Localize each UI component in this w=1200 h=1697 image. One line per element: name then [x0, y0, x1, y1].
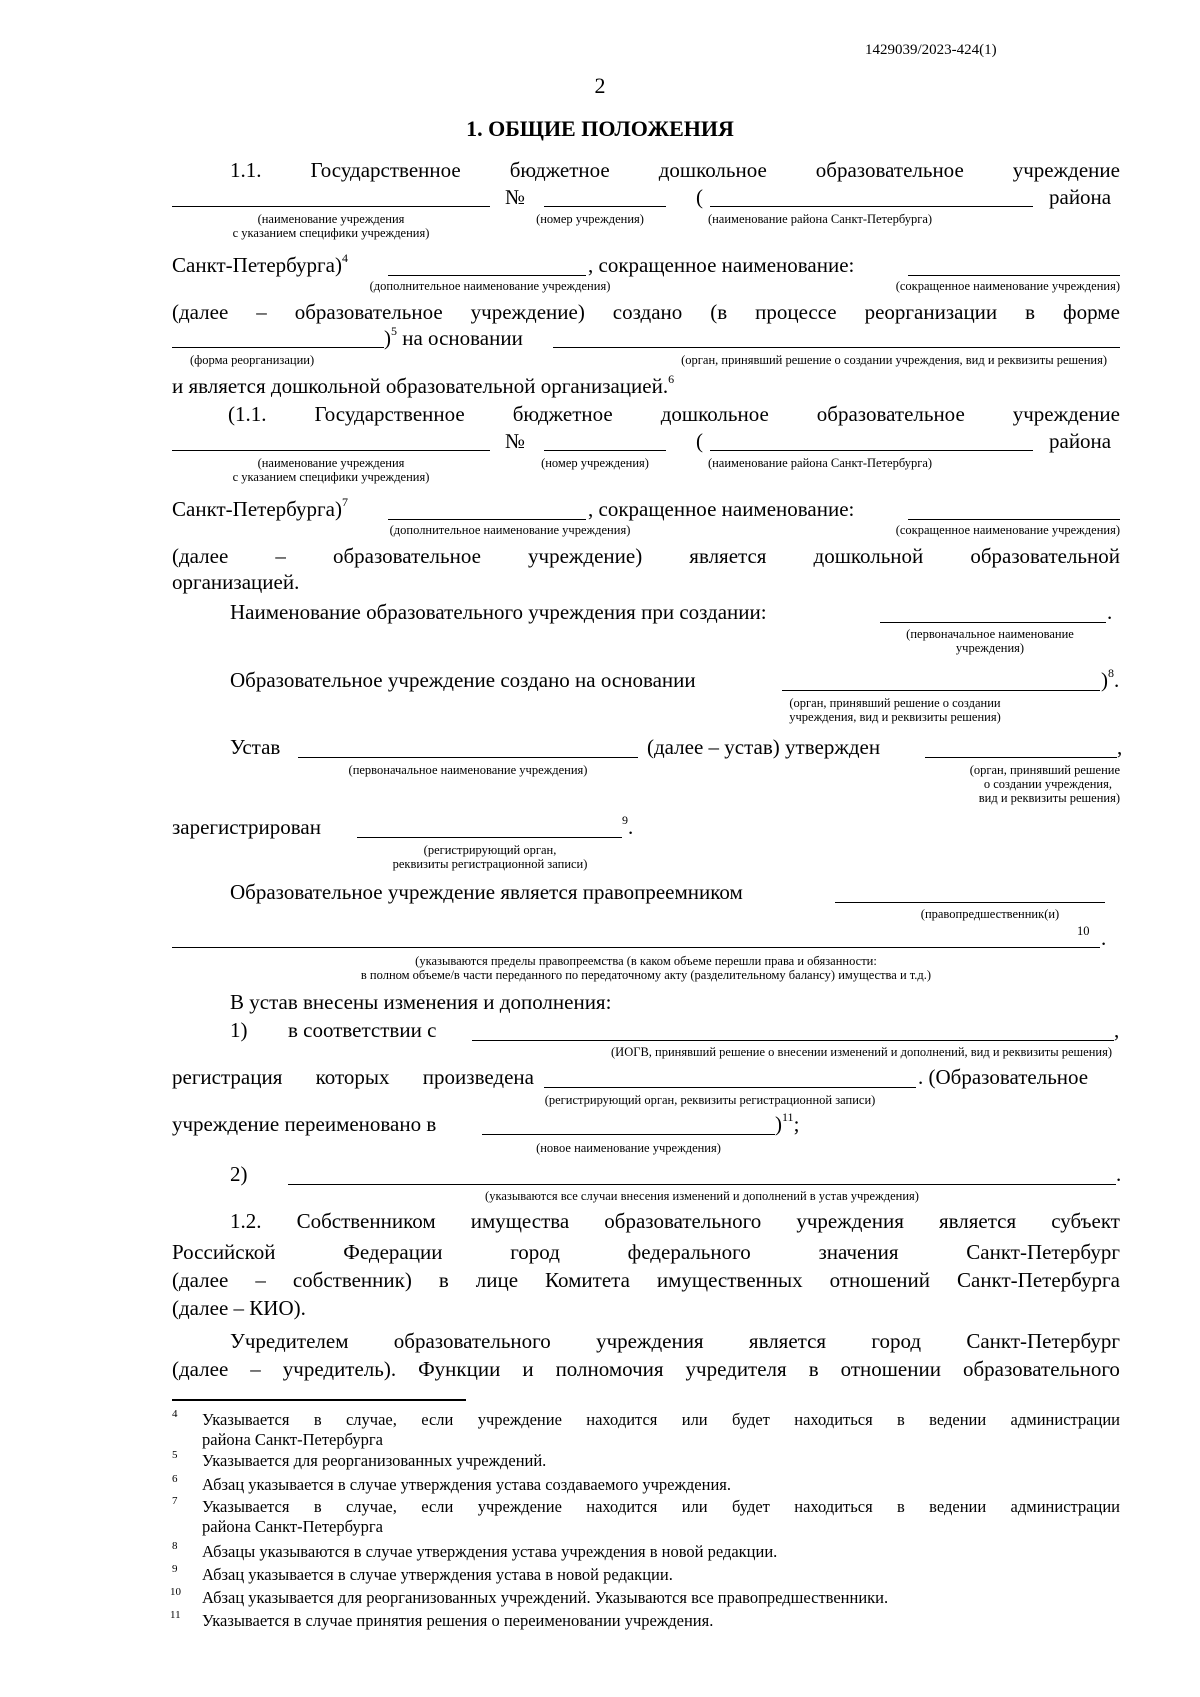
p1alt-line3: (далее – образовательное учреждение) является дошкольной образовательной	[172, 544, 1120, 568]
field-extra-name[interactable]	[388, 275, 586, 276]
field-reorg-form[interactable]	[172, 347, 384, 348]
p1-line1: 1.1. Государственное бюджетное дошкольное образовательное учреждение	[230, 158, 1120, 182]
field-amend-registration[interactable]	[544, 1087, 916, 1088]
field-alt-district-name[interactable]	[710, 450, 1033, 451]
p1alt-line1: (1.1. Государственное бюджетное дошкольное образовательное учреждение	[228, 402, 1120, 426]
field-succession-scope[interactable]	[172, 947, 1100, 948]
field-original-name[interactable]	[880, 622, 1106, 623]
p12-line5: Учредителем образовательного учреждения является город Санкт-Петербург	[230, 1329, 1120, 1353]
p1-spb: Санкт-Петербурга)$^4$	[172, 251, 348, 277]
field-amend-iogv[interactable]	[472, 1040, 1114, 1041]
p12-line3: (далее – собственник) в лице Комитета имущественных отношений Санкт-Петербурга	[172, 1268, 1120, 1292]
page-number: 2	[594, 73, 606, 98]
field-alt-short-name[interactable]	[908, 519, 1120, 520]
reg-line: регистрация которых произведена	[172, 1065, 534, 1089]
section-title: 1. ОБЩИЕ ПОЛОЖЕНИЯ	[466, 116, 734, 141]
field-founding-organ[interactable]	[553, 347, 1120, 348]
p12-line1: 1.2. Собственником имущества образовательного учреждения является субъект	[230, 1209, 1120, 1233]
field-predecessor[interactable]	[835, 902, 1105, 903]
document-number: 1429039/2023-424(1)	[865, 42, 997, 58]
field-charter-name[interactable]	[298, 757, 638, 758]
field-basis[interactable]	[782, 690, 1100, 691]
field-charter-organ[interactable]	[925, 757, 1117, 758]
field-alt-institution-name[interactable]	[172, 450, 490, 451]
field-institution-name[interactable]	[172, 206, 490, 207]
field-district-name[interactable]	[710, 206, 1033, 207]
field-amend-all[interactable]	[288, 1184, 1116, 1185]
field-institution-number[interactable]	[544, 206, 666, 207]
document-page: 1429039/2023-424(1) 2 1. ОБЩИЕ ПОЛОЖЕНИЯ 1.1. Государственное бюджетное дошкольное образовательное учреждение № ( района (наименование учреждения с указанием специфики учреждения) (номер учреждения) (наименование района Санкт-Петербурга) Санкт-Петербурга)$^4$ , сокращенное наименование: (дополнительное наименование учреждения) (сокращенное наименование учреждения) (далее – образовательное учреждение) создано (в процессе реорганизации в форме )$^5$ на основании (форма реорганизации) (орган, принявший решение о создании учреждения, вид и реквизиты решения) и является дошкольной образовательной организацией.$^6$ (1.1. Государственное бюджетное дошкольное образовательное учреждение № ( района (наименование учреждения с указанием специфики учреждения) (номер учреждения) (наименование района Санкт-Петербурга) Санкт-Петербурга)$^7$ , сокращенное наименование: (дополнительное наименование учреждения) (сокращенное наименование учреждения) (далее – образовательное учреждение) является дошкольной образовательной организацией. Наименование образовательного учреждения при создании: . (первоначальное наименование учреждения) Образовательное учреждение создано на основании )$^8$. (орган, принявший решение о создании учреждения, вид и реквизиты решения) Устав (далее – устав) утвержден , (первоначальное наименование учреждения) (орган, принявший решение о создании учреждения, вид и реквизиты решения) зарегистрирован $^9$. (регистрирующий орган, реквизиты регистрационной записи) Образовательное учреждение является правопреемником (правопредшественник(и) 10 . (указываются пределы правопреемства (в каком объеме перешли права и обязанности: в полном объеме/в части переданного по передаточному акту (разделительному балансу) имущества и т.д.) В устав внесены изменения и дополнения: 1) в соответствии с , (ИОГВ, принявший решение о внесении изменений и дополнений, вид и реквизиты решения) регистрация которых произведена . (Образовательное (регистрирующий орган, реквизиты регистрационной записи) учреждение переименовано в )$^{11}$; (новое наименование учреждения) 2) . (указываются все случаи внесения изменений и дополнений в устав учреждения) 1.2. Собственником имущества образовательного учреждения является субъект Российской Федерации город федерального значения Санкт-Петербург (далее – собственник) в лице Комитета имущественных отношений Санкт-Петербурга (далее – КИО). Учредителем образовательного учреждения является город Санкт-Петербург (далее – учредитель). Функции и полномочия учредителя в отношении образовательного 4 Указывается в случае, если учреждение находится или будет находиться в ведении администрации района Санкт-Петербурга 5 Указывается для реорганизованных учреждений. 6 Абзац указывается в случае утверждения устава создаваемого учреждения. 7 Указывается в случае, если учреждение находится или будет находиться в ведении администрации района Санкт-Петербурга 8 Абзацы указываются в случае утверждения устава учреждения в новой редакции. 9 Абзац указывается в случае утверждения устава в новой редакции. 10 Абзац указывается для реорганизованных учреждений. Указываются все правопредшественники. 11 Указывается в случае принятия решения о переименовании учреждения.	[0, 0, 1200, 1697]
p12-line6: (далее – учредитель). Функции и полномочия учредителя в отношении образовательного	[172, 1357, 1120, 1381]
field-alt-extra-name[interactable]	[388, 519, 586, 520]
p12-line4: (далее – КИО).	[172, 1296, 306, 1320]
footnote-separator	[172, 1399, 466, 1401]
p12-line2: Российской Федерации город федерального значения Санкт-Петербург	[172, 1240, 1120, 1264]
field-new-name[interactable]	[482, 1134, 775, 1135]
field-registration[interactable]	[357, 837, 622, 838]
p1-line3: (далее – образовательное учреждение) создано (в процессе реорганизации в форме	[172, 300, 1120, 324]
field-alt-institution-number[interactable]	[544, 450, 666, 451]
field-short-name[interactable]	[908, 275, 1120, 276]
